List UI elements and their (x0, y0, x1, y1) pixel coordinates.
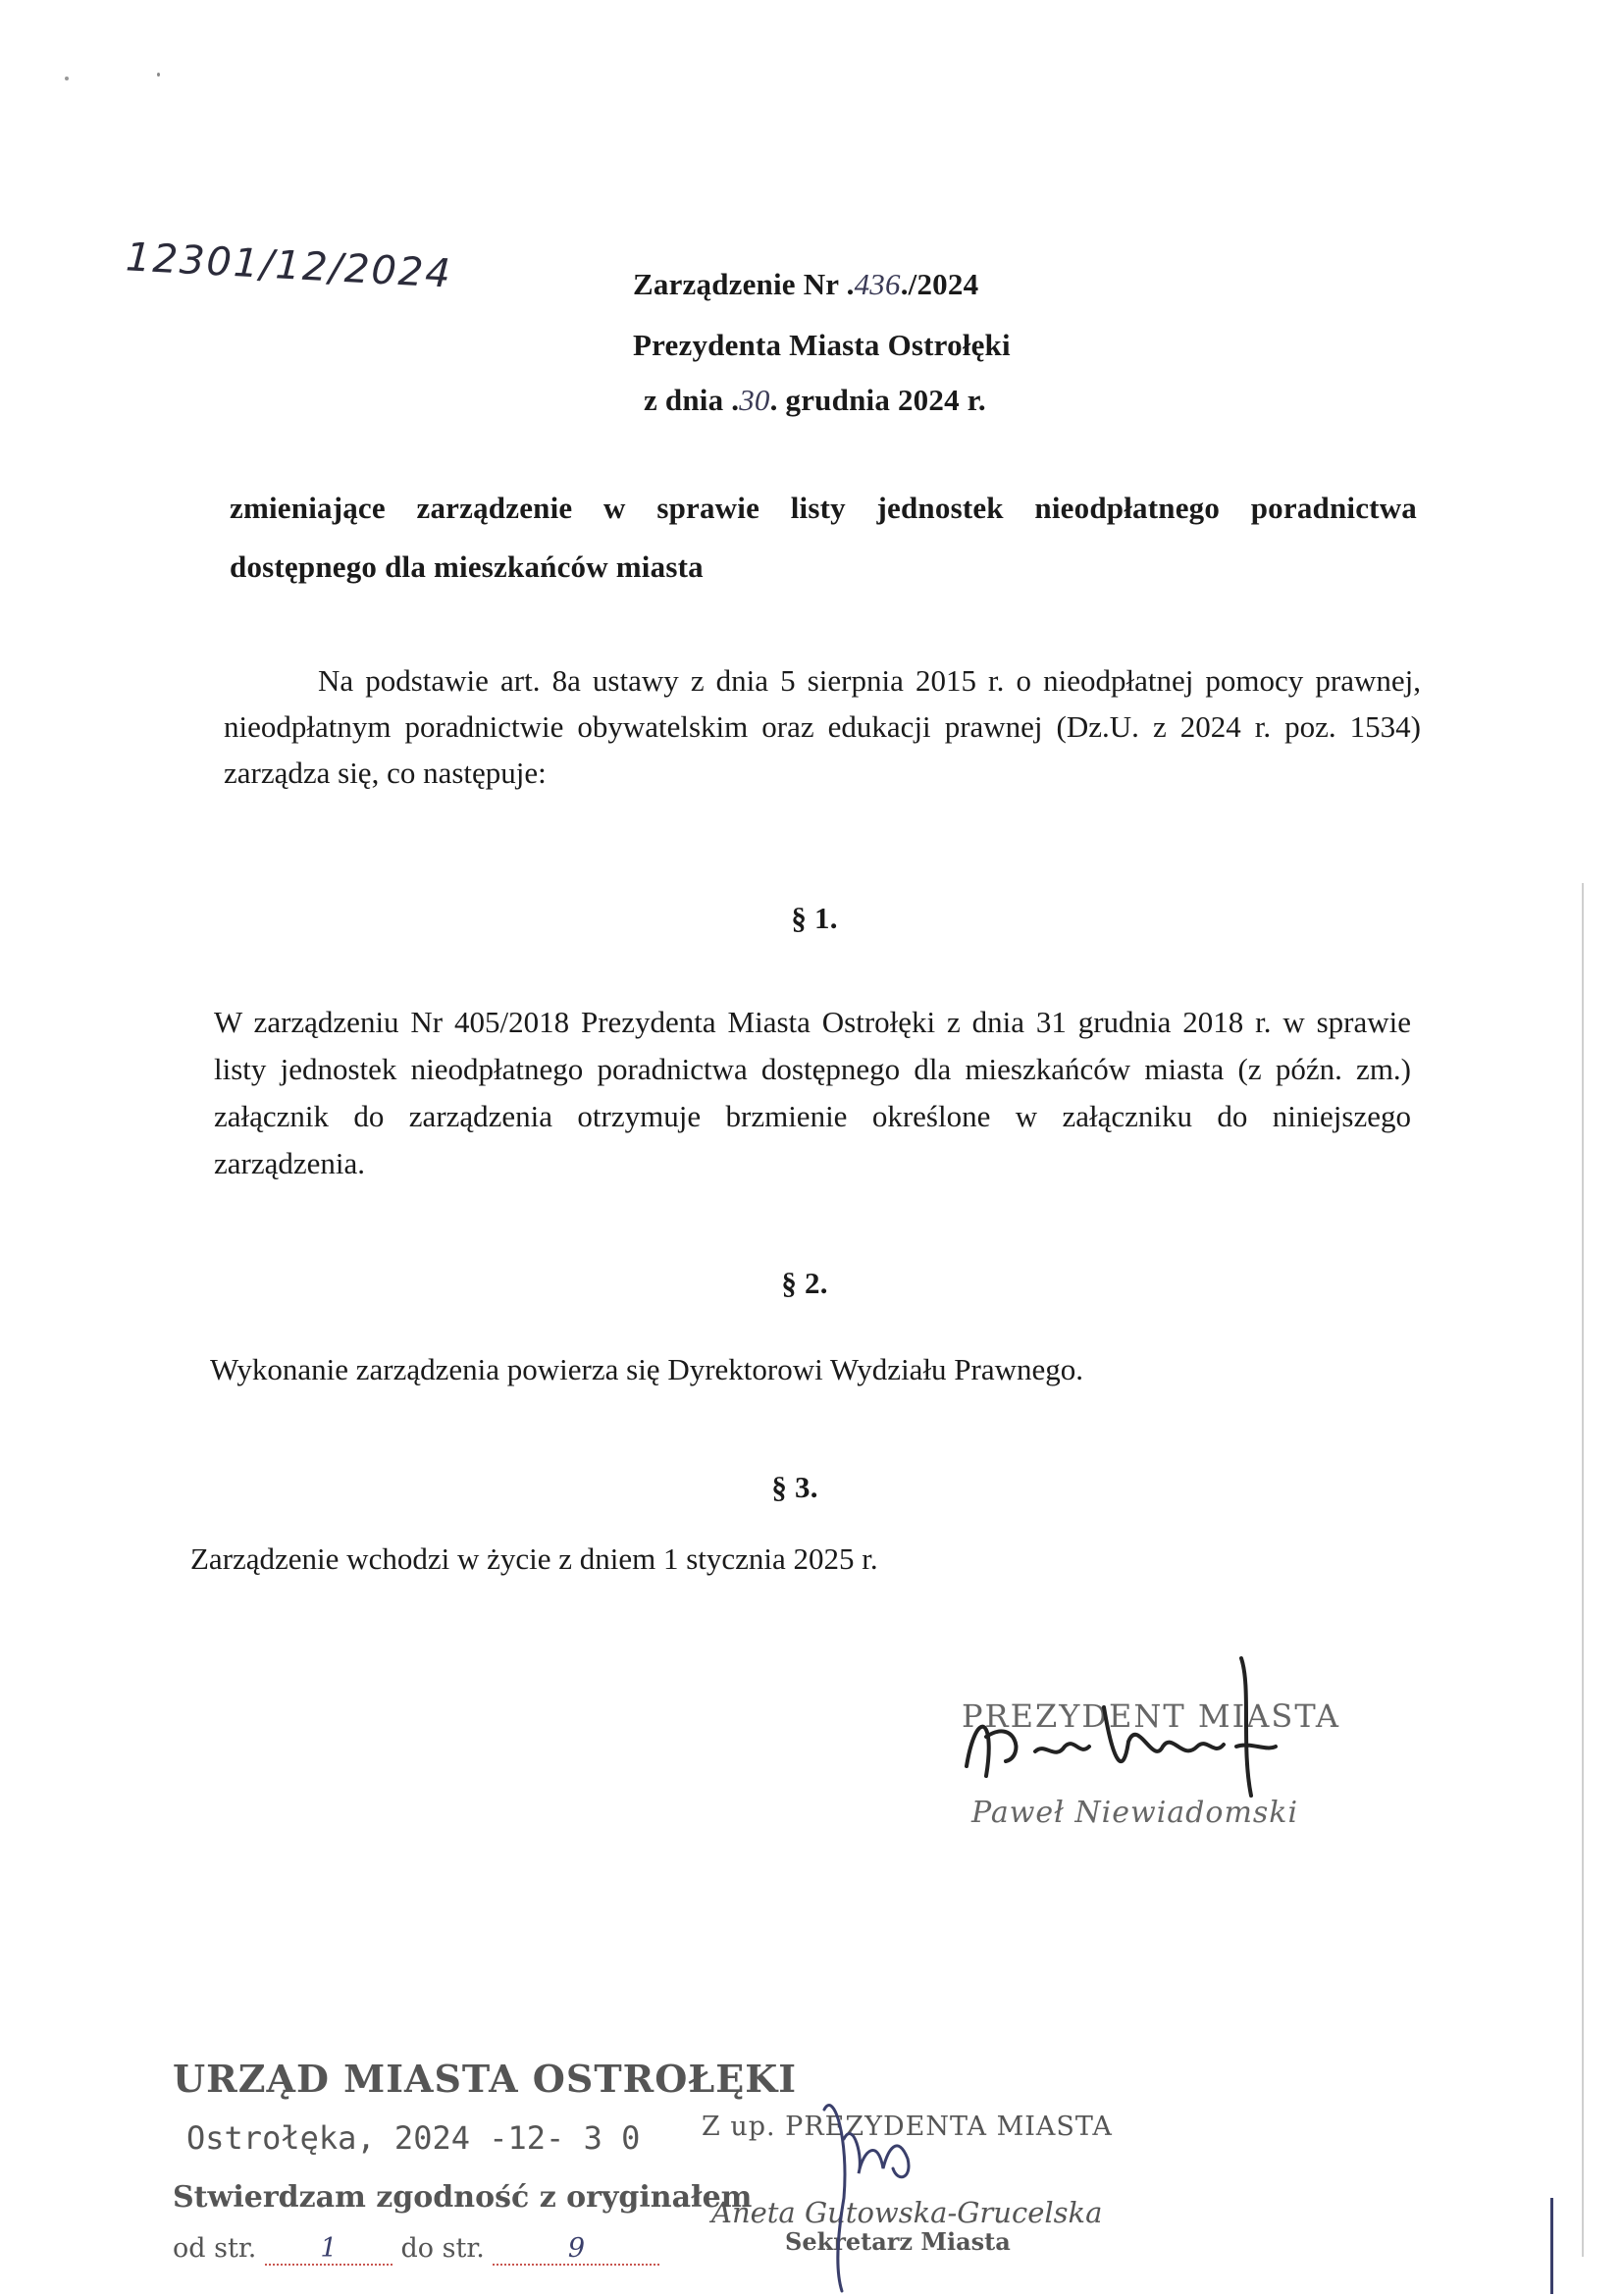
deputy-stamp-line1: Z up. PREZYDENTA MIASTA (702, 2112, 1113, 2142)
signature-stamp-name: Paweł Niewiadomski (971, 1796, 1299, 1830)
section-1-heading: § 1. (791, 901, 838, 935)
president-signature-icon (957, 1648, 1290, 1815)
document-title (633, 267, 978, 302)
issuer-line: Prezydenta Miasta Ostrołęki (633, 328, 1011, 362)
signature-stamp-title: PREZYDENT MIASTA (962, 1697, 1341, 1735)
title-prefix: Zarządzenie Nr . (633, 267, 855, 301)
pages-to-label: do str. (392, 2233, 494, 2264)
scan-speck (157, 73, 160, 77)
certification-statement: Stwierdzam zgodność z oryginałem (173, 2180, 753, 2215)
subject-line-2: dostępnego dla mieszkańców miasta (230, 549, 704, 584)
deputy-stamp-role: Sekretarz Miasta (785, 2227, 1011, 2256)
certification-office: URZĄD MIASTA OSTROŁĘKI (173, 2057, 798, 2101)
pages-from-label: od str. (173, 2233, 265, 2264)
date-prefix: z dnia . (644, 383, 740, 417)
section-1-text: W zarządzeniu Nr 405/2018 Prezydenta Miasta Ostrołęki z dnia 31 grudnia 2018 r. w sprawie listy jednostek nieodpłatnego poradnictwa dostępnego dla mieszkańców miasta (z późn. zm.) załącznik do zarządzenia otrzymuje brzmienie określone w załączniku do niniejszego zarządzenia. (214, 1005, 1411, 1180)
deputy-signature-icon (805, 2080, 942, 2296)
certification-pages (173, 2233, 659, 2266)
scan-edge-line (1550, 2198, 1553, 2294)
pages-from-value: 1 (265, 2233, 392, 2266)
section-3-text: Zarządzenie wchodzi w życie z dniem 1 stycznia 2025 r. (190, 1541, 878, 1576)
title-number: 436 (854, 267, 901, 301)
title-suffix: ./2024 (900, 267, 979, 301)
preamble-paragraph: Na podstawie art. 8a ustawy z dnia 5 sierpnia 2015 r. o nieodpłatnej pomocy prawnej, nieodpłatnym poradnictwie obywatelskim oraz edukacji prawnej (Dz.U. z 2024 r. poz. 1534) zarządza się, co następuje: (224, 663, 1421, 790)
deputy-stamp-name: Aneta Gutowska-Grucelska (711, 2196, 1103, 2229)
handwritten-reference: 12301/12/2024 (125, 235, 453, 297)
section-3-heading: § 3. (771, 1470, 818, 1504)
subject-line-1: zmieniające zarządzenie w sprawie listy jednostek nieodpłatnego poradnictwa (230, 491, 1417, 525)
section-2-text: Wykonanie zarządzenia powierza się Dyrektorowi Wydziału Prawnego. (210, 1352, 1084, 1386)
date-suffix: . grudnia 2024 r. (769, 383, 986, 417)
certification-place-date: Ostrołęka, 2024 -12- 3 0 (186, 2119, 641, 2157)
scan-speck (65, 77, 69, 80)
section-2-heading: § 2. (781, 1266, 828, 1300)
document-date (644, 383, 986, 418)
pages-to-value: 9 (493, 2233, 659, 2266)
date-day: 30 (739, 383, 770, 417)
scan-edge-line (1582, 883, 1584, 2257)
